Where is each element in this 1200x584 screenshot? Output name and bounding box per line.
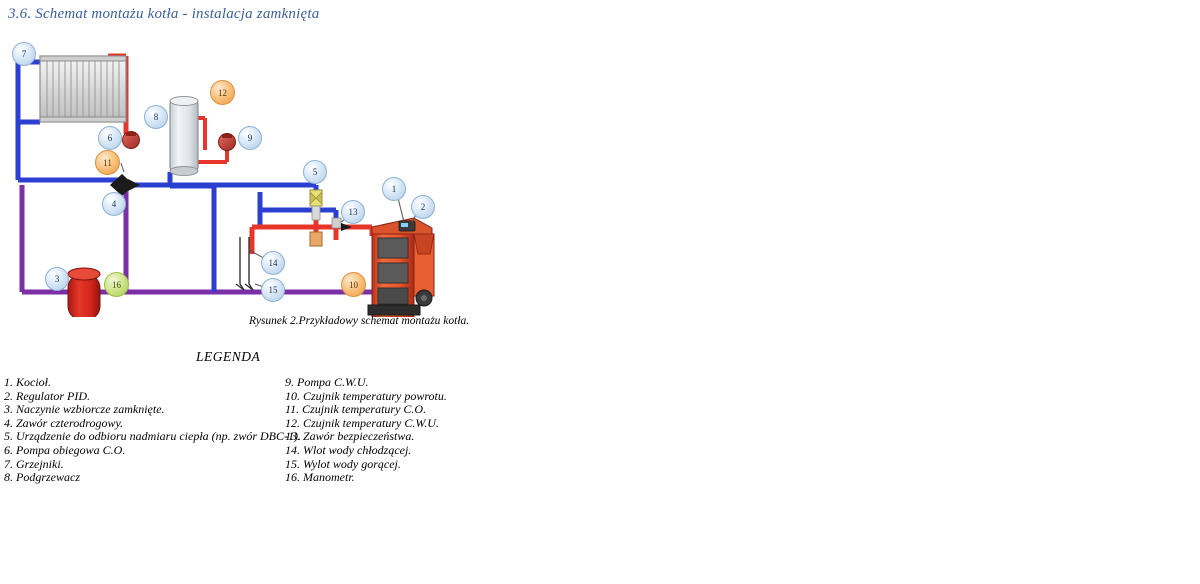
legend-column-left: [4, 376, 301, 485]
callout-marker-7: 7: [12, 42, 36, 66]
callout-marker-5: 5: [303, 160, 327, 184]
legend-item: 16. Manometr.: [285, 470, 355, 485]
expansion-vessel: [68, 268, 100, 317]
legend-column-right: [285, 376, 447, 485]
overheat-discharge-valve: [310, 190, 322, 246]
legend-item: 8. Podgrzewacz: [4, 470, 80, 485]
callout-marker-12: 12: [210, 80, 235, 105]
legend-item: 13. Zawór bezpieczeństwa.: [285, 429, 415, 444]
callout-marker-3: 3: [45, 267, 69, 291]
schematic-svg: [0, 22, 470, 317]
legend-item: 5. Urządzenie do odbioru nadmiaru ciepła (np. zwór DBC-1).: [4, 429, 301, 444]
water-heater-tank: [170, 97, 198, 176]
page-title: 3.6. Schemat montażu kotła - instalacja zamknięta: [8, 6, 320, 22]
legend-title: LEGENDA: [196, 349, 261, 364]
callout-marker-4: 4: [102, 192, 126, 216]
figure-caption: Rysunek 2.Przykładowy schemat montażu kotła.: [249, 315, 470, 327]
callout-marker-8: 8: [144, 105, 168, 129]
radiator-unit: [40, 56, 126, 122]
legend-item: 6. Pompa obiegowa C.O.: [4, 442, 126, 457]
legend-item: 1. Kocioł.: [4, 375, 51, 389]
callout-marker-9: 9: [238, 126, 262, 150]
legend-item: 12. Czujnik temperatury C.W.U.: [285, 415, 439, 430]
legend-item: 7. Grzejniki.: [4, 456, 64, 471]
callout-marker-2: 2: [411, 195, 435, 219]
legend-item: 14. Wlot wody chłodzącej.: [285, 442, 412, 457]
legend-item: 4. Zawór czterodrogowy.: [4, 415, 124, 430]
legend-item: 10. Czujnik temperatury powrotu.: [285, 388, 447, 403]
callout-marker-15: 15: [261, 278, 285, 302]
legend-item: 11. Czujnik temperatury C.O.: [285, 402, 427, 417]
callout-marker-10: 10: [341, 272, 366, 297]
callout-marker-16: 16: [104, 272, 129, 297]
boiler-installation-diagram: [0, 22, 470, 312]
callout-marker-6: 6: [98, 126, 122, 150]
legend-item: 9. Pompa C.W.U.: [285, 375, 369, 389]
callout-marker-14: 14: [261, 251, 285, 275]
callout-marker-13: 13: [341, 200, 365, 224]
legend-item: 15. Wylot wody gorącej.: [285, 456, 401, 471]
pump-co: [123, 132, 140, 149]
callout-marker-11: 11: [95, 150, 120, 175]
legend-item: 3. Naczynie wzbiorcze zamknięte.: [4, 402, 165, 417]
pump-cwu: [219, 134, 236, 151]
callout-marker-1: 1: [382, 177, 406, 201]
legend-item: 2. Regulator PID.: [4, 388, 90, 403]
